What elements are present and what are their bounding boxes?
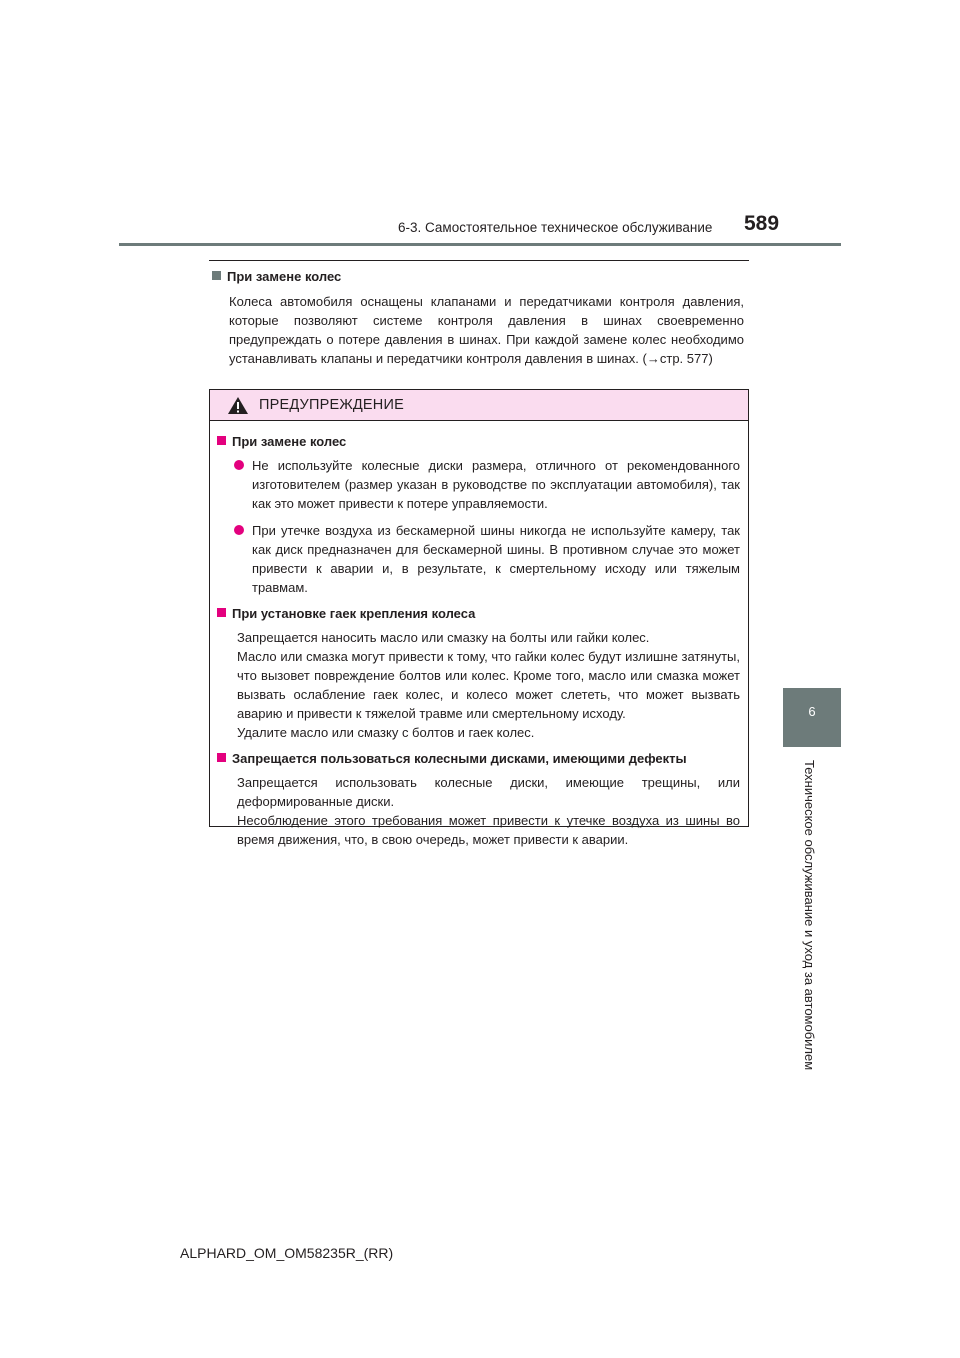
chapter-title-vertical: Техническое обслуживание и уход за автомобилем bbox=[802, 760, 817, 1071]
paragraph-line: Запрещается наносить масло или смазку на болты или гайки колес. bbox=[237, 630, 650, 645]
paragraph-line: Удалите масло или смазку с болтов и гаек колес. bbox=[237, 725, 535, 740]
content-rule bbox=[209, 260, 749, 261]
list-item bbox=[234, 456, 740, 513]
intro-section bbox=[212, 268, 744, 368]
warning-title: ПРЕДУПРЕЖДЕНИЕ bbox=[259, 397, 404, 413]
warning-section-text bbox=[237, 773, 740, 849]
warning-section-wheel-change bbox=[217, 433, 740, 597]
warning-section-heading bbox=[217, 750, 740, 768]
warning-section-heading-text: При установке гаек крепления колеса bbox=[232, 606, 476, 621]
warning-header bbox=[210, 390, 748, 421]
warning-section-heading-text: При замене колес bbox=[232, 434, 347, 449]
square-bullet-icon bbox=[217, 608, 226, 617]
list-item-text: При утечке воздуха из бескамерной шины никогда не используйте камеру, так как диск предназначен для бескамерной шины. В противном случае это может привести к аварии и, в результате, к смертельному исходу или тяжелым травмам. bbox=[252, 523, 740, 595]
header-rule bbox=[119, 243, 841, 246]
square-bullet-icon bbox=[212, 271, 221, 280]
warning-section-heading bbox=[217, 605, 740, 623]
warning-section-text bbox=[237, 628, 740, 742]
section-title: 6-3. Самостоятельное техническое обслуживание bbox=[398, 220, 713, 235]
round-bullet-icon bbox=[234, 525, 244, 535]
warning-section-defective-wheels bbox=[217, 750, 740, 849]
paragraph-line: Масло или смазка могут привести к тому, что гайки колес будут излишне затянуты, что вызовет повреждение болтов или колес. Кроме того, масло или смазка может вызвать ослабление гаек колес, и колесо может слететь, что может вызвать аварию и привести к тяжелой травме или смертельному исходу. bbox=[237, 649, 740, 721]
intro-paragraph: Колеса автомобиля оснащены клапанами и передатчиками контроля давления, которые позволяют системе контроля давления в шинах своевременно предупреждать о потере давления в шинах. При каждой замене колес необходимо устанавливать клапаны и передатчики контроля давления в шинах. (→стр. 577) bbox=[229, 294, 744, 366]
round-bullet-icon bbox=[234, 460, 244, 470]
paragraph-line: Запрещается использовать колесные диски, имеющие трещины, или деформированные диски. bbox=[237, 775, 740, 809]
intro-heading-text: При замене колес bbox=[227, 269, 342, 284]
list-item-text: Не используйте колесные диски размера, отличного от рекомендованного изготовителем (размер указан в руководстве по эксплуатации автомобиля), так как это может привести к потере управляемости. bbox=[252, 458, 740, 511]
warning-body bbox=[210, 421, 748, 849]
page-number: 589 bbox=[744, 212, 780, 235]
paragraph-line: Несоблюдение этого требования может привести к утечке воздуха из шины во время движения, что, в свою очередь, может привести к аварии. bbox=[237, 813, 740, 847]
warning-section-lug-nuts bbox=[217, 605, 740, 742]
document-code: ALPHARD_OM_OM58235R_(RR) bbox=[180, 1245, 394, 1261]
warning-box bbox=[209, 389, 749, 847]
warning-triangle-icon bbox=[227, 396, 249, 415]
warning-section-heading-text: Запрещается пользоваться колесными дисками, имеющими дефекты bbox=[232, 751, 687, 766]
chapter-tab[interactable]: 6 bbox=[783, 688, 841, 747]
intro-heading bbox=[212, 268, 744, 286]
list-item bbox=[234, 521, 740, 597]
warning-section-heading bbox=[217, 433, 740, 451]
square-bullet-icon bbox=[217, 436, 226, 445]
square-bullet-icon bbox=[217, 753, 226, 762]
